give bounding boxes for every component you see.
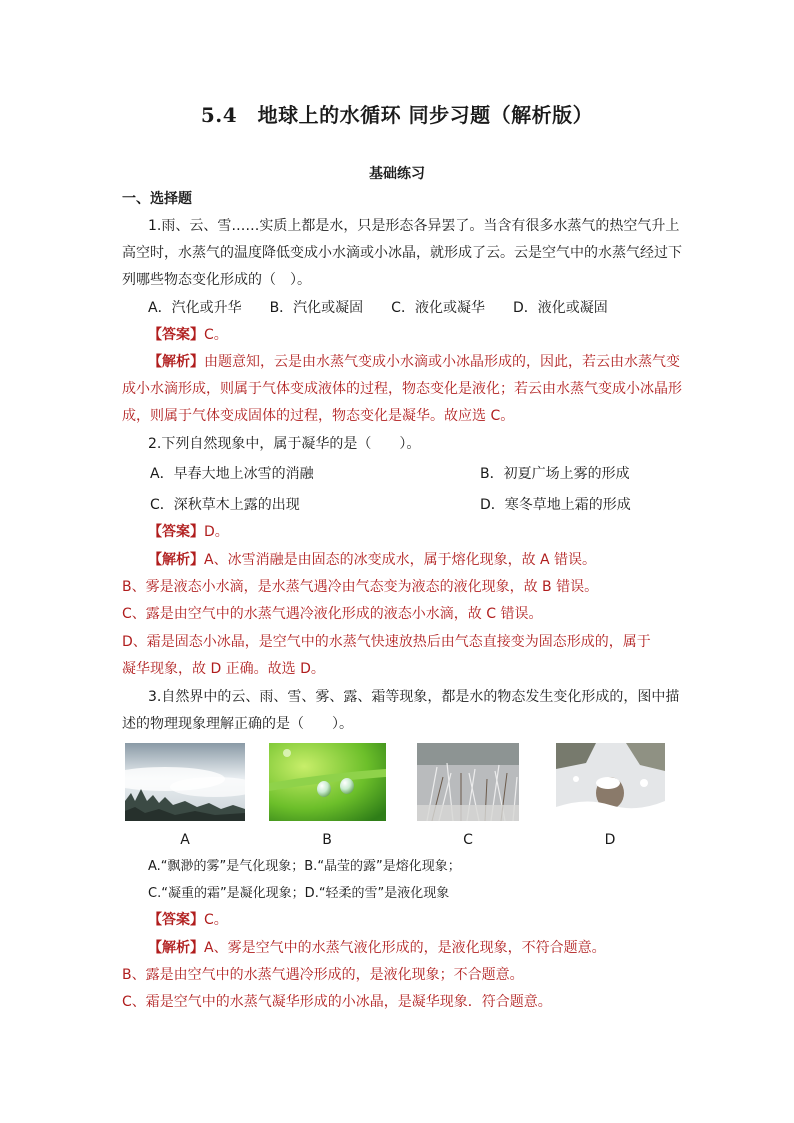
q1-options: A．汽化或升华 B．汽化或凝固 C．液化或凝华 D．液化或凝固 [148, 300, 608, 316]
q2-analysis-line-5: 凝华现象，故 D 正确。故选 D。 [122, 661, 325, 677]
photo-frost [417, 743, 519, 821]
analysis-text: A、冰雪消融是由固态的冰变成水，属于熔化现象，故 A 错误。 [204, 552, 597, 568]
answer-value: C。 [204, 327, 228, 343]
q1-stem-line-3: 列哪些物态变化形成的（ ）。 [122, 272, 311, 288]
q3-answer [148, 910, 708, 930]
photo-caption-b: B [322, 832, 332, 848]
section-heading: 基础练习 [369, 166, 425, 182]
photo-caption-d: D [604, 832, 616, 848]
q2-stem: 2.下列自然现象中，属于凝华的是（ ）。 [148, 436, 421, 452]
q1-analysis-line-3: 成，则属于气体变成固体的过程，物态变化是凝华。故应选 C。 [122, 408, 515, 424]
answer-value: D。 [204, 524, 229, 540]
q2-option-d: D．寒冬草地上霜的形成 [480, 497, 631, 513]
q3-analysis-line-1 [148, 938, 708, 958]
q2-option-c: C．深秋草木上露的出现 [150, 497, 300, 513]
q3-analysis-line-3: C、霜是空气中的水蒸气凝华形成的小冰晶，是凝华现象．符合题意。 [122, 994, 552, 1010]
q2-answer [148, 522, 708, 542]
document-title: 5.4 地球上的水循环 同步习题（解析版） [200, 103, 594, 127]
answer-value: C。 [204, 912, 228, 928]
photo-caption-c: C [463, 832, 473, 848]
q3-stem-line-1: 3.自然界中的云、雨、雪、雾、露、霜等现象，都是水的物态发生变化形成的，图中描 [148, 689, 680, 705]
photo-caption-a: A [180, 832, 190, 848]
analysis-text: A、雾是空气中的水蒸气液化形成的，是液化现象，不符合题意。 [204, 940, 606, 956]
answer-tag: 【答案】 [148, 327, 204, 343]
q1-answer [148, 325, 708, 345]
photo-fog [125, 743, 245, 821]
q3-options-line-1: A.“飘渺的雾”是气化现象；B.“晶莹的露”是熔化现象； [148, 859, 461, 874]
analysis-tag: 【解析】 [148, 354, 204, 370]
q2-option-b: B．初夏广场上雾的形成 [480, 466, 630, 482]
q1-analysis-line-1 [148, 352, 708, 372]
q2-analysis-line-1 [148, 550, 708, 570]
analysis-tag: 【解析】 [148, 552, 204, 568]
q2-analysis-line-4: D、霜是固态小冰晶，是空气中的水蒸气快速放热后由气态直接变为固态形成的，属于 [122, 634, 651, 650]
q1-analysis-line-2: 成小水滴形成，则属于气体变成液体的过程，物态变化是液化；若云由水蒸气变成小冰晶形 [122, 381, 682, 397]
analysis-tag: 【解析】 [148, 940, 204, 956]
q3-stem-line-2: 述的物理现象理解正确的是（ ）。 [122, 716, 353, 732]
q2-option-a: A．早春大地上冰雪的消融 [150, 466, 314, 482]
q2-analysis-line-3: C、露是由空气中的水蒸气遇冷液化形成的液态小水滴，故 C 错误。 [122, 606, 543, 622]
q1-stem-line-1: 1.雨、云、雪……实质上都是水，只是形态各异罢了。当含有很多水蒸气的热空气升上 [148, 218, 680, 234]
q3-options-line-2: C.“凝重的霜”是凝化现象；D.“轻柔的雪”是液化现象 [148, 886, 450, 901]
answer-tag: 【答案】 [148, 912, 204, 928]
part-heading: 一、选择题 [122, 191, 192, 207]
analysis-text: 由题意知，云是由水蒸气变成小水滴或小冰晶形成的，因此，若云由水蒸气变 [204, 354, 680, 370]
photo-snow [556, 743, 665, 821]
q1-stem-line-2: 高空时，水蒸气的温度降低变成小水滴或小冰晶，就形成了云。云是空气中的水蒸气经过下 [122, 245, 682, 261]
q2-analysis-line-2: B、雾是液态小水滴，是水蒸气遇冷由气态变为液态的液化现象，故 B 错误。 [122, 579, 599, 595]
q3-analysis-line-2: B、露是由空气中的水蒸气遇冷形成的，是液化现象；不合题意。 [122, 967, 524, 983]
answer-tag: 【答案】 [148, 524, 204, 540]
photo-dew [269, 743, 386, 821]
